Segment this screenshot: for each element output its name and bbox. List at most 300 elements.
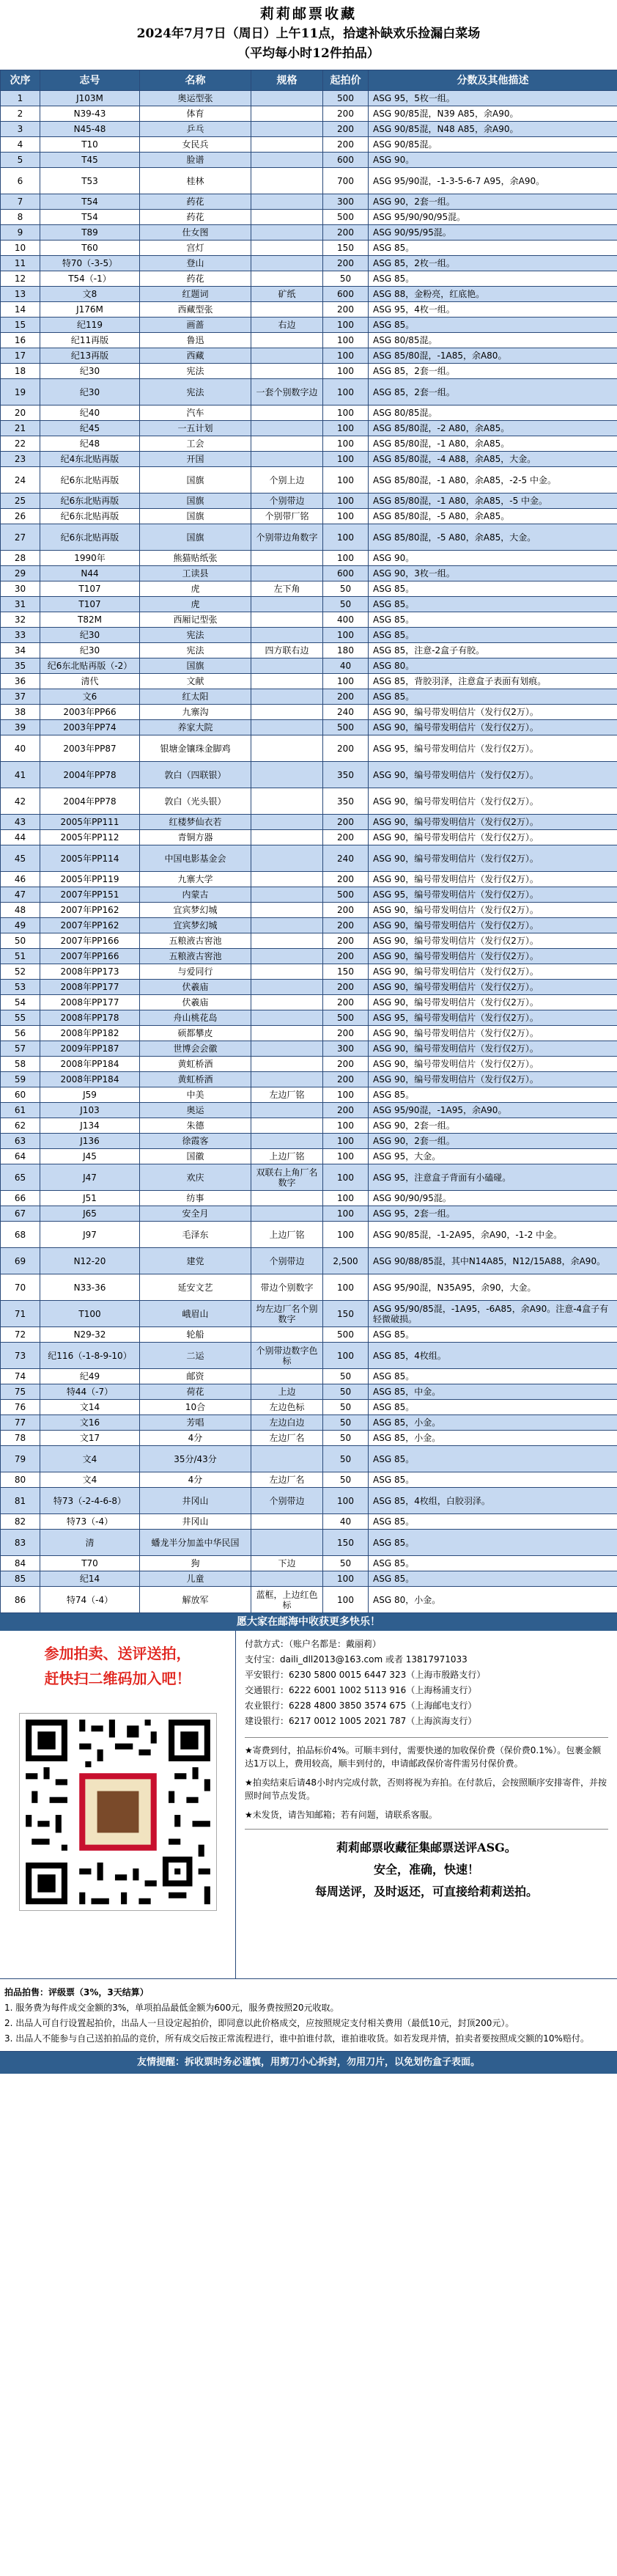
table-row[interactable]	[1, 1072, 617, 1087]
stamp-spec	[251, 612, 323, 628]
stamp-name: 药花	[140, 210, 251, 225]
stamp-number: T82M	[40, 612, 140, 628]
starting-price: 2,500	[323, 1248, 369, 1274]
grade-description: ASG 85。	[369, 1087, 617, 1103]
stamp-number: 纪6东北贴再版	[40, 524, 140, 551]
table-row[interactable]	[1, 1134, 617, 1149]
table-row[interactable]	[1, 735, 617, 762]
grade-description: ASG 80，小金。	[369, 1587, 617, 1613]
starting-price: 100	[323, 551, 369, 566]
grade-description: ASG 88，金粉亮，红底艳。	[369, 287, 617, 302]
starting-price: 500	[323, 210, 369, 225]
table-row[interactable]	[1, 628, 617, 643]
table-row[interactable]	[1, 421, 617, 436]
table-row[interactable]	[1, 705, 617, 720]
starting-price: 500	[323, 887, 369, 903]
table-row[interactable]	[1, 949, 617, 964]
table-row[interactable]	[1, 612, 617, 628]
table-row[interactable]	[1, 1301, 617, 1327]
stamp-number: J47	[40, 1164, 140, 1191]
stamp-name: 舟山桃花岛	[140, 1010, 251, 1026]
stamp-number: 文8	[40, 287, 140, 302]
lot-number: 3	[1, 122, 40, 137]
stamp-number: 纪119	[40, 318, 140, 333]
starting-price: 50	[323, 1446, 369, 1472]
grade-description: ASG 90，编号带发明信片（发行仅2万）。	[369, 872, 617, 887]
starting-price: 100	[323, 1343, 369, 1369]
table-row[interactable]	[1, 406, 617, 421]
stamp-spec	[251, 788, 323, 815]
stamp-spec: 带边个别数字	[251, 1274, 323, 1301]
table-row[interactable]	[1, 566, 617, 581]
table-row[interactable]	[1, 581, 617, 597]
stamp-name: 黄虹桥酒	[140, 1057, 251, 1072]
table-row[interactable]	[1, 872, 617, 887]
starting-price: 100	[323, 1571, 369, 1587]
table-row[interactable]	[1, 995, 617, 1010]
stamp-name: 宪法	[140, 643, 251, 658]
grade-description: ASG 95/90/85混，-1A95，-6A85，余A90。注意-4盒子有轻微破损。	[369, 1301, 617, 1327]
starting-price: 50	[323, 1384, 369, 1400]
lot-number: 5	[1, 153, 40, 168]
table-row[interactable]	[1, 1400, 617, 1415]
starting-price: 50	[323, 1472, 369, 1488]
table-row[interactable]	[1, 1472, 617, 1488]
grade-description: ASG 90，编号带发明信片（发行仅2万）。	[369, 830, 617, 845]
table-row[interactable]	[1, 1164, 617, 1191]
bank-account-row: 平安银行：6230 5800 0015 6447 323（上海市殷路支行）	[245, 1670, 486, 1680]
table-row[interactable]	[1, 271, 617, 287]
table-row[interactable]	[1, 720, 617, 735]
table-row[interactable]	[1, 1327, 617, 1343]
lot-number: 70	[1, 1274, 40, 1301]
starting-price: 150	[323, 241, 369, 256]
stamp-spec: 矿纸	[251, 287, 323, 302]
lot-number: 6	[1, 168, 40, 194]
stamp-spec	[251, 689, 323, 705]
table-row[interactable]	[1, 887, 617, 903]
lot-number: 33	[1, 628, 40, 643]
stamp-spec: 下边	[251, 1556, 323, 1571]
stamp-number: J59	[40, 1087, 140, 1103]
starting-price: 300	[323, 194, 369, 210]
stamp-name: 红楼梦仙衣若	[140, 815, 251, 830]
stamp-spec	[251, 845, 323, 872]
table-row[interactable]	[1, 830, 617, 845]
lot-number: 67	[1, 1206, 40, 1222]
stamp-number: 2003年PP74	[40, 720, 140, 735]
table-row[interactable]	[1, 1384, 617, 1400]
lot-number: 46	[1, 872, 40, 887]
stamp-name: 伏羲庙	[140, 980, 251, 995]
table-row[interactable]	[1, 1571, 617, 1587]
grade-description: ASG 90，编号带发明信片（发行仅2万）。	[369, 995, 617, 1010]
stamp-number: J103	[40, 1103, 140, 1118]
stamp-number: 2007年PP151	[40, 887, 140, 903]
auction-note: （平均每小时12件拍品）	[237, 46, 380, 61]
table-row[interactable]	[1, 1118, 617, 1134]
stamp-number: J45	[40, 1149, 140, 1164]
table-row[interactable]	[1, 348, 617, 364]
starting-price: 150	[323, 1530, 369, 1556]
signature-line-2: 安全，准确，快速！	[373, 1863, 479, 1876]
starting-price: 200	[323, 815, 369, 830]
grade-description: ASG 90，2套一组。	[369, 1118, 617, 1134]
stamp-name: 宪法	[140, 379, 251, 406]
stamp-spec	[251, 348, 323, 364]
lot-number: 69	[1, 1248, 40, 1274]
stamp-spec	[251, 1191, 323, 1206]
table-row[interactable]	[1, 168, 617, 194]
starting-price: 200	[323, 1057, 369, 1072]
lot-number: 82	[1, 1514, 40, 1530]
table-row[interactable]	[1, 452, 617, 467]
stamp-number: T70	[40, 1556, 140, 1571]
table-row[interactable]	[1, 493, 617, 509]
stamp-number: T107	[40, 581, 140, 597]
stamp-spec: 上边厂铭	[251, 1149, 323, 1164]
lot-number: 51	[1, 949, 40, 964]
grade-description: ASG 90，编号带发明信片（发行仅2万）。	[369, 815, 617, 830]
stamp-spec	[251, 302, 323, 318]
starting-price: 100	[323, 674, 369, 689]
table-row[interactable]	[1, 1530, 617, 1556]
table-row[interactable]	[1, 933, 617, 949]
stamp-spec	[251, 421, 323, 436]
table-row[interactable]	[1, 762, 617, 788]
table-row[interactable]	[1, 1010, 617, 1026]
stamp-name: 西藏型张	[140, 302, 251, 318]
stamp-spec: 上边	[251, 1384, 323, 1400]
starting-price: 100	[323, 1587, 369, 1613]
lot-number: 50	[1, 933, 40, 949]
lot-number: 52	[1, 964, 40, 980]
lot-number: 64	[1, 1149, 40, 1164]
lot-table	[0, 70, 617, 1613]
starting-price: 100	[323, 1134, 369, 1149]
stamp-spec	[251, 271, 323, 287]
stamp-spec	[251, 1206, 323, 1222]
col-header-lot: 次序	[1, 70, 40, 91]
starting-price: 100	[323, 1488, 369, 1514]
table-row[interactable]	[1, 194, 617, 210]
lot-number: 39	[1, 720, 40, 735]
stamp-spec: 左边厂名	[251, 1431, 323, 1446]
stamp-spec	[251, 762, 323, 788]
stamp-name: 虎	[140, 597, 251, 612]
grade-description: ASG 85，4枚组，白胶羽泽。	[369, 1488, 617, 1514]
starting-price: 200	[323, 735, 369, 762]
stamp-number: 特73（-2-4-6-8）	[40, 1488, 140, 1514]
stamp-name: 桂林	[140, 168, 251, 194]
starting-price: 100	[323, 1191, 369, 1206]
stamp-spec	[251, 364, 323, 379]
starting-price: 200	[323, 980, 369, 995]
stamp-number: 纪14	[40, 1571, 140, 1587]
stamp-number: 文6	[40, 689, 140, 705]
grade-description: ASG 85/80混，-1 A80，余A85。	[369, 436, 617, 452]
col-header-price: 起拍价	[323, 70, 369, 91]
stamp-number: 1990年	[40, 551, 140, 566]
stamp-spec	[251, 903, 323, 918]
table-row[interactable]	[1, 1057, 617, 1072]
table-row[interactable]	[1, 436, 617, 452]
stamp-spec: 个别带边	[251, 1488, 323, 1514]
rule-item: 1. 服务费为每件成交金额的3%，单项拍品最低金额为600元，服务费按照20元收取。	[4, 2003, 339, 2013]
starting-price: 100	[323, 1149, 369, 1164]
grade-description: ASG 90，编号带发明信片（发行仅2万）。	[369, 720, 617, 735]
table-row[interactable]	[1, 551, 617, 566]
table-row[interactable]	[1, 379, 617, 406]
auction-rules	[0, 1979, 617, 2052]
grade-description: ASG 85，4枚组。	[369, 1343, 617, 1369]
stamp-spec	[251, 674, 323, 689]
stamp-name: 国旗	[140, 658, 251, 674]
stamp-spec: 右边	[251, 318, 323, 333]
stamp-name: 毛泽东	[140, 1222, 251, 1248]
stamp-spec	[251, 658, 323, 674]
stamp-name: 乒乓	[140, 122, 251, 137]
table-row[interactable]	[1, 918, 617, 933]
stamp-spec	[251, 720, 323, 735]
col-header-desc: 分数及其他描述	[369, 70, 617, 91]
grade-description: ASG 85。	[369, 581, 617, 597]
starting-price: 200	[323, 918, 369, 933]
stamp-number: 2004年PP78	[40, 762, 140, 788]
table-row[interactable]	[1, 210, 617, 225]
starting-price: 100	[323, 467, 369, 493]
table-row[interactable]	[1, 1103, 617, 1118]
stamp-spec	[251, 964, 323, 980]
table-row[interactable]	[1, 1248, 617, 1274]
stamp-spec: 个别带边数字色标	[251, 1343, 323, 1369]
table-row[interactable]	[1, 1191, 617, 1206]
grade-description: ASG 90，编号带发明信片（发行仅2万）。	[369, 788, 617, 815]
qr-code-image[interactable]	[19, 1713, 217, 1911]
stamp-number: J51	[40, 1191, 140, 1206]
stamp-spec	[251, 333, 323, 348]
table-row[interactable]	[1, 364, 617, 379]
promo-line-2: 赶快扫二维码加入吧！	[44, 1670, 191, 1687]
table-row[interactable]	[1, 509, 617, 524]
grade-description: ASG 85。	[369, 318, 617, 333]
starting-price: 500	[323, 1010, 369, 1026]
stamp-number: 2005年PP111	[40, 815, 140, 830]
lot-number: 30	[1, 581, 40, 597]
stamp-name: 脸谱	[140, 153, 251, 168]
table-row[interactable]	[1, 524, 617, 551]
lot-number: 53	[1, 980, 40, 995]
stamp-number: 纪30	[40, 643, 140, 658]
stamp-number: 2005年PP119	[40, 872, 140, 887]
stamp-name: 轮船	[140, 1327, 251, 1343]
grade-description: ASG 95，编号带发明信片（发行仅2万）。	[369, 887, 617, 903]
table-row[interactable]	[1, 153, 617, 168]
stamp-number: 文17	[40, 1431, 140, 1446]
grade-description: ASG 90，3枚一组。	[369, 566, 617, 581]
stamp-name: 敦白（四联银）	[140, 762, 251, 788]
lot-number: 10	[1, 241, 40, 256]
table-row[interactable]	[1, 1041, 617, 1057]
bank-account-row: 农业银行：6228 4800 3850 3574 675（上海邮电支行）	[245, 1700, 477, 1711]
table-row[interactable]	[1, 815, 617, 830]
grade-description: ASG 90/85混，N39 A85，余A90。	[369, 106, 617, 122]
grade-description: ASG 85。	[369, 689, 617, 705]
grade-description: ASG 90，编号带发明信片（发行仅2万）。	[369, 845, 617, 872]
starting-price: 40	[323, 1514, 369, 1530]
lot-number: 49	[1, 918, 40, 933]
stamp-number: 2007年PP162	[40, 918, 140, 933]
rule-item: 3. 出品人不能参与自己送拍拍品的竞价，所有成交后按正常流程进行，谁中拍谁付款，谁拍谁收货。如若发现并情，拍卖者要按照成交额的10%赔付。	[4, 2033, 589, 2044]
lot-number: 61	[1, 1103, 40, 1118]
lot-number: 68	[1, 1222, 40, 1248]
table-row[interactable]	[1, 1206, 617, 1222]
lot-number: 18	[1, 364, 40, 379]
starting-price: 240	[323, 845, 369, 872]
grade-description: ASG 95/90混，-1A95，余A90。	[369, 1103, 617, 1118]
stamp-name: 五粮液古窖池	[140, 933, 251, 949]
alipay-account: 支付宝：daili_dll2013@163.com 或者 13817971033	[245, 1654, 468, 1665]
stamp-spec	[251, 830, 323, 845]
starting-price: 50	[323, 1415, 369, 1431]
table-row[interactable]	[1, 1514, 617, 1530]
table-row[interactable]	[1, 1026, 617, 1041]
lot-number: 62	[1, 1118, 40, 1134]
table-row[interactable]	[1, 597, 617, 612]
table-row[interactable]	[1, 1087, 617, 1103]
table-row[interactable]	[1, 1415, 617, 1431]
stamp-name: 汽车	[140, 406, 251, 421]
table-row[interactable]	[1, 689, 617, 705]
table-row[interactable]	[1, 1556, 617, 1571]
table-row[interactable]	[1, 1488, 617, 1514]
table-row[interactable]	[1, 225, 617, 241]
lot-number: 76	[1, 1400, 40, 1415]
table-row[interactable]	[1, 287, 617, 302]
stamp-number: 纪30	[40, 379, 140, 406]
lot-number: 32	[1, 612, 40, 628]
lot-number: 85	[1, 1571, 40, 1587]
lot-number: 17	[1, 348, 40, 364]
table-row[interactable]	[1, 1446, 617, 1472]
table-row[interactable]	[1, 1369, 617, 1384]
stamp-name: 世博会会徽	[140, 1041, 251, 1057]
table-row[interactable]	[1, 302, 617, 318]
lot-number: 35	[1, 658, 40, 674]
grade-description: ASG 85。	[369, 1327, 617, 1343]
table-row[interactable]	[1, 256, 617, 271]
table-row[interactable]	[1, 122, 617, 137]
grade-description: ASG 90/85混，N48 A85，余A90。	[369, 122, 617, 137]
grade-description: ASG 90/90/95混。	[369, 1191, 617, 1206]
table-row[interactable]	[1, 1149, 617, 1164]
grade-description: ASG 90，编号带发明信片（发行仅2万）。	[369, 762, 617, 788]
starting-price: 500	[323, 1327, 369, 1343]
starting-price: 100	[323, 1222, 369, 1248]
starting-price: 150	[323, 964, 369, 980]
stamp-number: 2007年PP166	[40, 949, 140, 964]
grade-description: ASG 85。	[369, 1571, 617, 1587]
grade-description: ASG 90/85混，-1-2A95，余A90，-1-2 中金。	[369, 1222, 617, 1248]
stamp-spec	[251, 1514, 323, 1530]
starting-price: 100	[323, 628, 369, 643]
table-row[interactable]	[1, 137, 617, 153]
table-row[interactable]	[1, 318, 617, 333]
table-row[interactable]	[1, 106, 617, 122]
stamp-name: 与爱同行	[140, 964, 251, 980]
table-row[interactable]	[1, 241, 617, 256]
table-row[interactable]	[1, 1587, 617, 1613]
stamp-spec	[251, 566, 323, 581]
grade-description: ASG 90，编号带发明信片（发行仅2万）。	[369, 949, 617, 964]
col-header-number: 志号	[40, 70, 140, 91]
table-row[interactable]	[1, 467, 617, 493]
table-row[interactable]	[1, 674, 617, 689]
stamp-number: 纪11再版	[40, 333, 140, 348]
grade-description: ASG 85。	[369, 1400, 617, 1415]
stamp-name: 敦白（光头银）	[140, 788, 251, 815]
stamp-spec: 四方联右边	[251, 643, 323, 658]
stamp-number: 2004年PP78	[40, 788, 140, 815]
starting-price: 100	[323, 421, 369, 436]
stamp-spec	[251, 256, 323, 271]
payment-block	[0, 1631, 617, 1979]
starting-price: 100	[323, 348, 369, 364]
table-row[interactable]	[1, 1431, 617, 1446]
stamp-name: 九寨沟	[140, 705, 251, 720]
stamp-name: 中国电影基金会	[140, 845, 251, 872]
grade-description: ASG 85。	[369, 1530, 617, 1556]
grade-description: ASG 85。	[369, 1556, 617, 1571]
starting-price: 200	[323, 872, 369, 887]
table-row[interactable]	[1, 788, 617, 815]
stamp-name: 工读县	[140, 566, 251, 581]
grade-description: ASG 90，编号带发明信片（发行仅2万）。	[369, 705, 617, 720]
table-row[interactable]	[1, 964, 617, 980]
table-row[interactable]	[1, 1343, 617, 1369]
table-row[interactable]	[1, 1222, 617, 1248]
starting-price: 100	[323, 436, 369, 452]
table-row[interactable]	[1, 91, 617, 106]
stamp-number: 纪30	[40, 364, 140, 379]
table-row[interactable]	[1, 980, 617, 995]
stamp-name: 儿童	[140, 1571, 251, 1587]
starting-price: 700	[323, 168, 369, 194]
lot-number: 37	[1, 689, 40, 705]
table-row[interactable]	[1, 845, 617, 872]
lot-number: 71	[1, 1301, 40, 1327]
lot-number: 63	[1, 1134, 40, 1149]
stamp-name: 国旗	[140, 493, 251, 509]
payment-deadline-note: ★拍卖结束后请48小时内完成付款，否则将视为弃拍。在付款后，会按照顺序安排寄件，并按照时间节点发货。	[245, 1777, 607, 1801]
lot-number: 2	[1, 106, 40, 122]
table-row[interactable]	[1, 903, 617, 918]
stamp-spec	[251, 406, 323, 421]
stamp-name: 国旗	[140, 524, 251, 551]
table-row[interactable]	[1, 658, 617, 674]
table-row[interactable]	[1, 1274, 617, 1301]
stamp-name: 4分	[140, 1431, 251, 1446]
stamp-spec: 个别带边	[251, 1248, 323, 1274]
starting-price: 100	[323, 318, 369, 333]
stamp-name: 奥运	[140, 1103, 251, 1118]
table-row[interactable]	[1, 643, 617, 658]
stamp-spec	[251, 436, 323, 452]
stamp-spec	[251, 705, 323, 720]
stamp-name: 鲁迅	[140, 333, 251, 348]
table-row[interactable]	[1, 333, 617, 348]
stamp-spec	[251, 551, 323, 566]
